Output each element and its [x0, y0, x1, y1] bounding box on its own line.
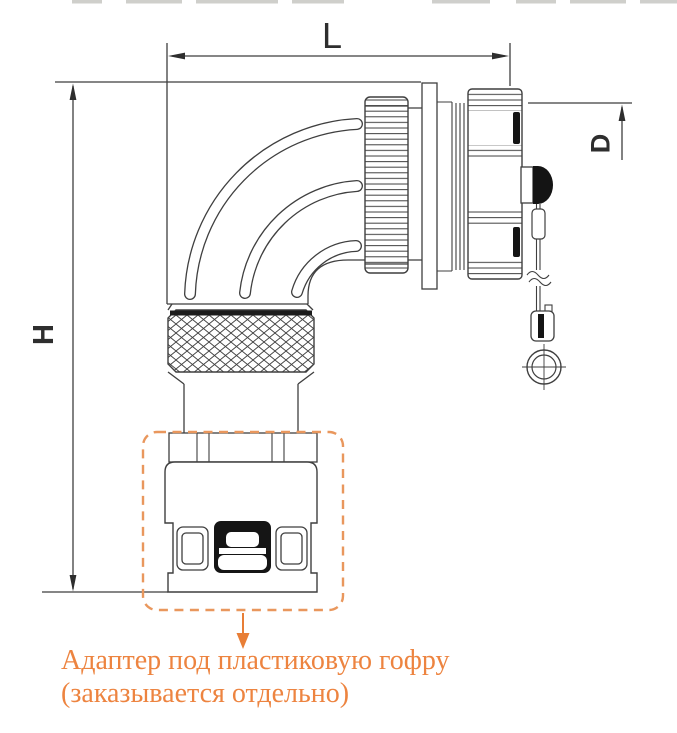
cap-lanyard-button: [521, 166, 553, 204]
dimension-label-H: H: [27, 324, 60, 345]
adapter-callout-line1: Адаптер под пластиковую гофру: [61, 645, 450, 676]
lower-neck: [168, 372, 314, 433]
coupling-nut: [365, 97, 408, 273]
mounting-flange: [422, 83, 437, 289]
knurl-top-band: [170, 311, 312, 316]
cable-latch: [214, 521, 271, 573]
adapter-callout: [61, 644, 541, 710]
dimension-label-D: D: [585, 133, 616, 154]
knurled-nut: [168, 310, 314, 372]
adapter-top-nut: [169, 433, 317, 462]
lanyard-ring: [522, 305, 566, 390]
thread-section: [437, 102, 464, 271]
lanyard-crimp-sleeve: [532, 209, 545, 239]
dimension-label-L: L: [322, 15, 343, 56]
grip-grooves: [190, 124, 357, 294]
cord-break-symbol: [527, 272, 551, 286]
protective-cap: [468, 89, 522, 279]
adapter-assembly: [165, 433, 317, 592]
dimension-D: [528, 103, 632, 160]
nut-flange-joint: [408, 108, 422, 260]
adapter-callout-line2: (заказывается отдельно): [61, 678, 350, 709]
cropped-text-fragments: [72, 0, 677, 4]
